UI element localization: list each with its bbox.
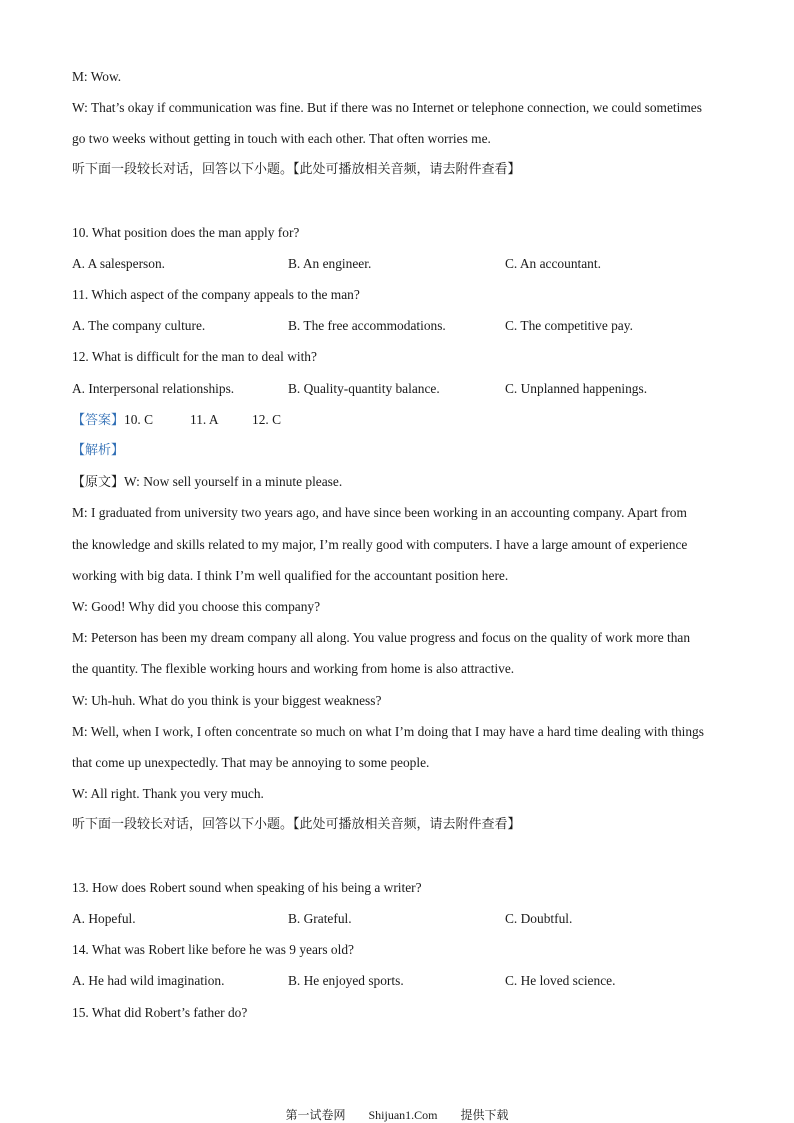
option-a: A. He had wild imagination. xyxy=(72,973,225,988)
option-a: A. The company culture. xyxy=(72,318,206,333)
transcript-line: 【原文】W: Now sell yourself in a minute please. xyxy=(72,474,343,490)
dialogue-line: W: That’s okay if communication was fine. But if there was no Internet or telephone connection, we could sometimes xyxy=(72,100,702,115)
question-15: 15. What did Robert’s father do? xyxy=(72,1005,248,1020)
transcript-line: W: Uh-huh. What do you think is your biggest weakness? xyxy=(72,693,382,708)
option-a: A. Hopeful. xyxy=(72,911,136,926)
question-13: 13. How does Robert sound when speaking of his being a writer? xyxy=(72,880,422,895)
answer-10: 10. C xyxy=(124,412,154,427)
option-c: C. The competitive pay. xyxy=(505,318,633,333)
footer-download: 提供下载 xyxy=(460,1108,509,1122)
question-10: 10. What position does the man apply for? xyxy=(72,225,300,240)
question-14: 14. What was Robert like before he was 9 years old? xyxy=(72,942,354,957)
question-12: 12. What is difficult for the man to deal with? xyxy=(72,349,317,364)
footer-site-en: Shijuan1.Com xyxy=(368,1108,438,1122)
option-a: A. A salesperson. xyxy=(72,256,165,271)
option-a: A. Interpersonal relationships. xyxy=(72,381,235,396)
transcript-tag: 【原文】 xyxy=(72,475,125,490)
answer-12: 12. C xyxy=(252,412,282,427)
option-c: C. He loved science. xyxy=(505,973,616,988)
transcript-line: the knowledge and skills related to my major, I’m really good with computers. I have a large amount of experience xyxy=(72,537,688,552)
option-c: C. Doubtful. xyxy=(505,911,573,926)
answer-line xyxy=(72,411,153,430)
dialogue-line: go two weeks without getting in touch with each other. That often worries me. xyxy=(72,131,491,146)
transcript-line: the quantity. The flexible working hours and working from home is also attractive. xyxy=(72,661,515,676)
listening-instruction: 听下面一段较长对话，回答以下小题。【此处可播放相关音频，请去附件查看】 xyxy=(72,162,521,177)
transcript-line: working with big data. I think I’m well qualified for the accountant position here. xyxy=(72,568,509,583)
dialogue-line: M: Wow. xyxy=(72,69,122,84)
option-b: B. The free accommodations. xyxy=(288,318,446,333)
transcript-line: M: Well, when I work, I often concentrate so much on what I’m doing that I may have a hard time dealing with things xyxy=(72,724,704,739)
transcript-line: W: All right. Thank you very much. xyxy=(72,786,264,801)
question-11: 11. Which aspect of the company appeals to the man? xyxy=(72,287,360,302)
transcript-line: W: Good! Why did you choose this company? xyxy=(72,599,321,614)
answer-11: 11. A xyxy=(190,412,219,427)
analysis-tag: 【解析】 xyxy=(72,443,125,458)
transcript-line: that come up unexpectedly. That may be annoying to some people. xyxy=(72,755,430,770)
listening-instruction: 听下面一段较长对话，回答以下小题。【此处可播放相关音频，请去附件查看】 xyxy=(72,817,521,832)
option-b: B. Grateful. xyxy=(288,911,352,926)
option-b: B. He enjoyed sports. xyxy=(288,973,404,988)
answer-tag: 【答案】 xyxy=(72,413,125,428)
footer-site-cn: 第一试卷网 xyxy=(285,1108,346,1122)
option-b: B. Quality-quantity balance. xyxy=(288,381,440,396)
transcript-line: M: I graduated from university two years ago, and have since been working in an accounting company. Apart from xyxy=(72,505,687,520)
transcript-line: M: Peterson has been my dream company all along. You value progress and focus on the quality of work more than xyxy=(72,630,691,645)
option-c: C. Unplanned happenings. xyxy=(505,381,648,396)
option-b: B. An engineer. xyxy=(288,256,372,271)
option-c: C. An accountant. xyxy=(505,256,601,271)
page-footer xyxy=(0,1106,794,1123)
